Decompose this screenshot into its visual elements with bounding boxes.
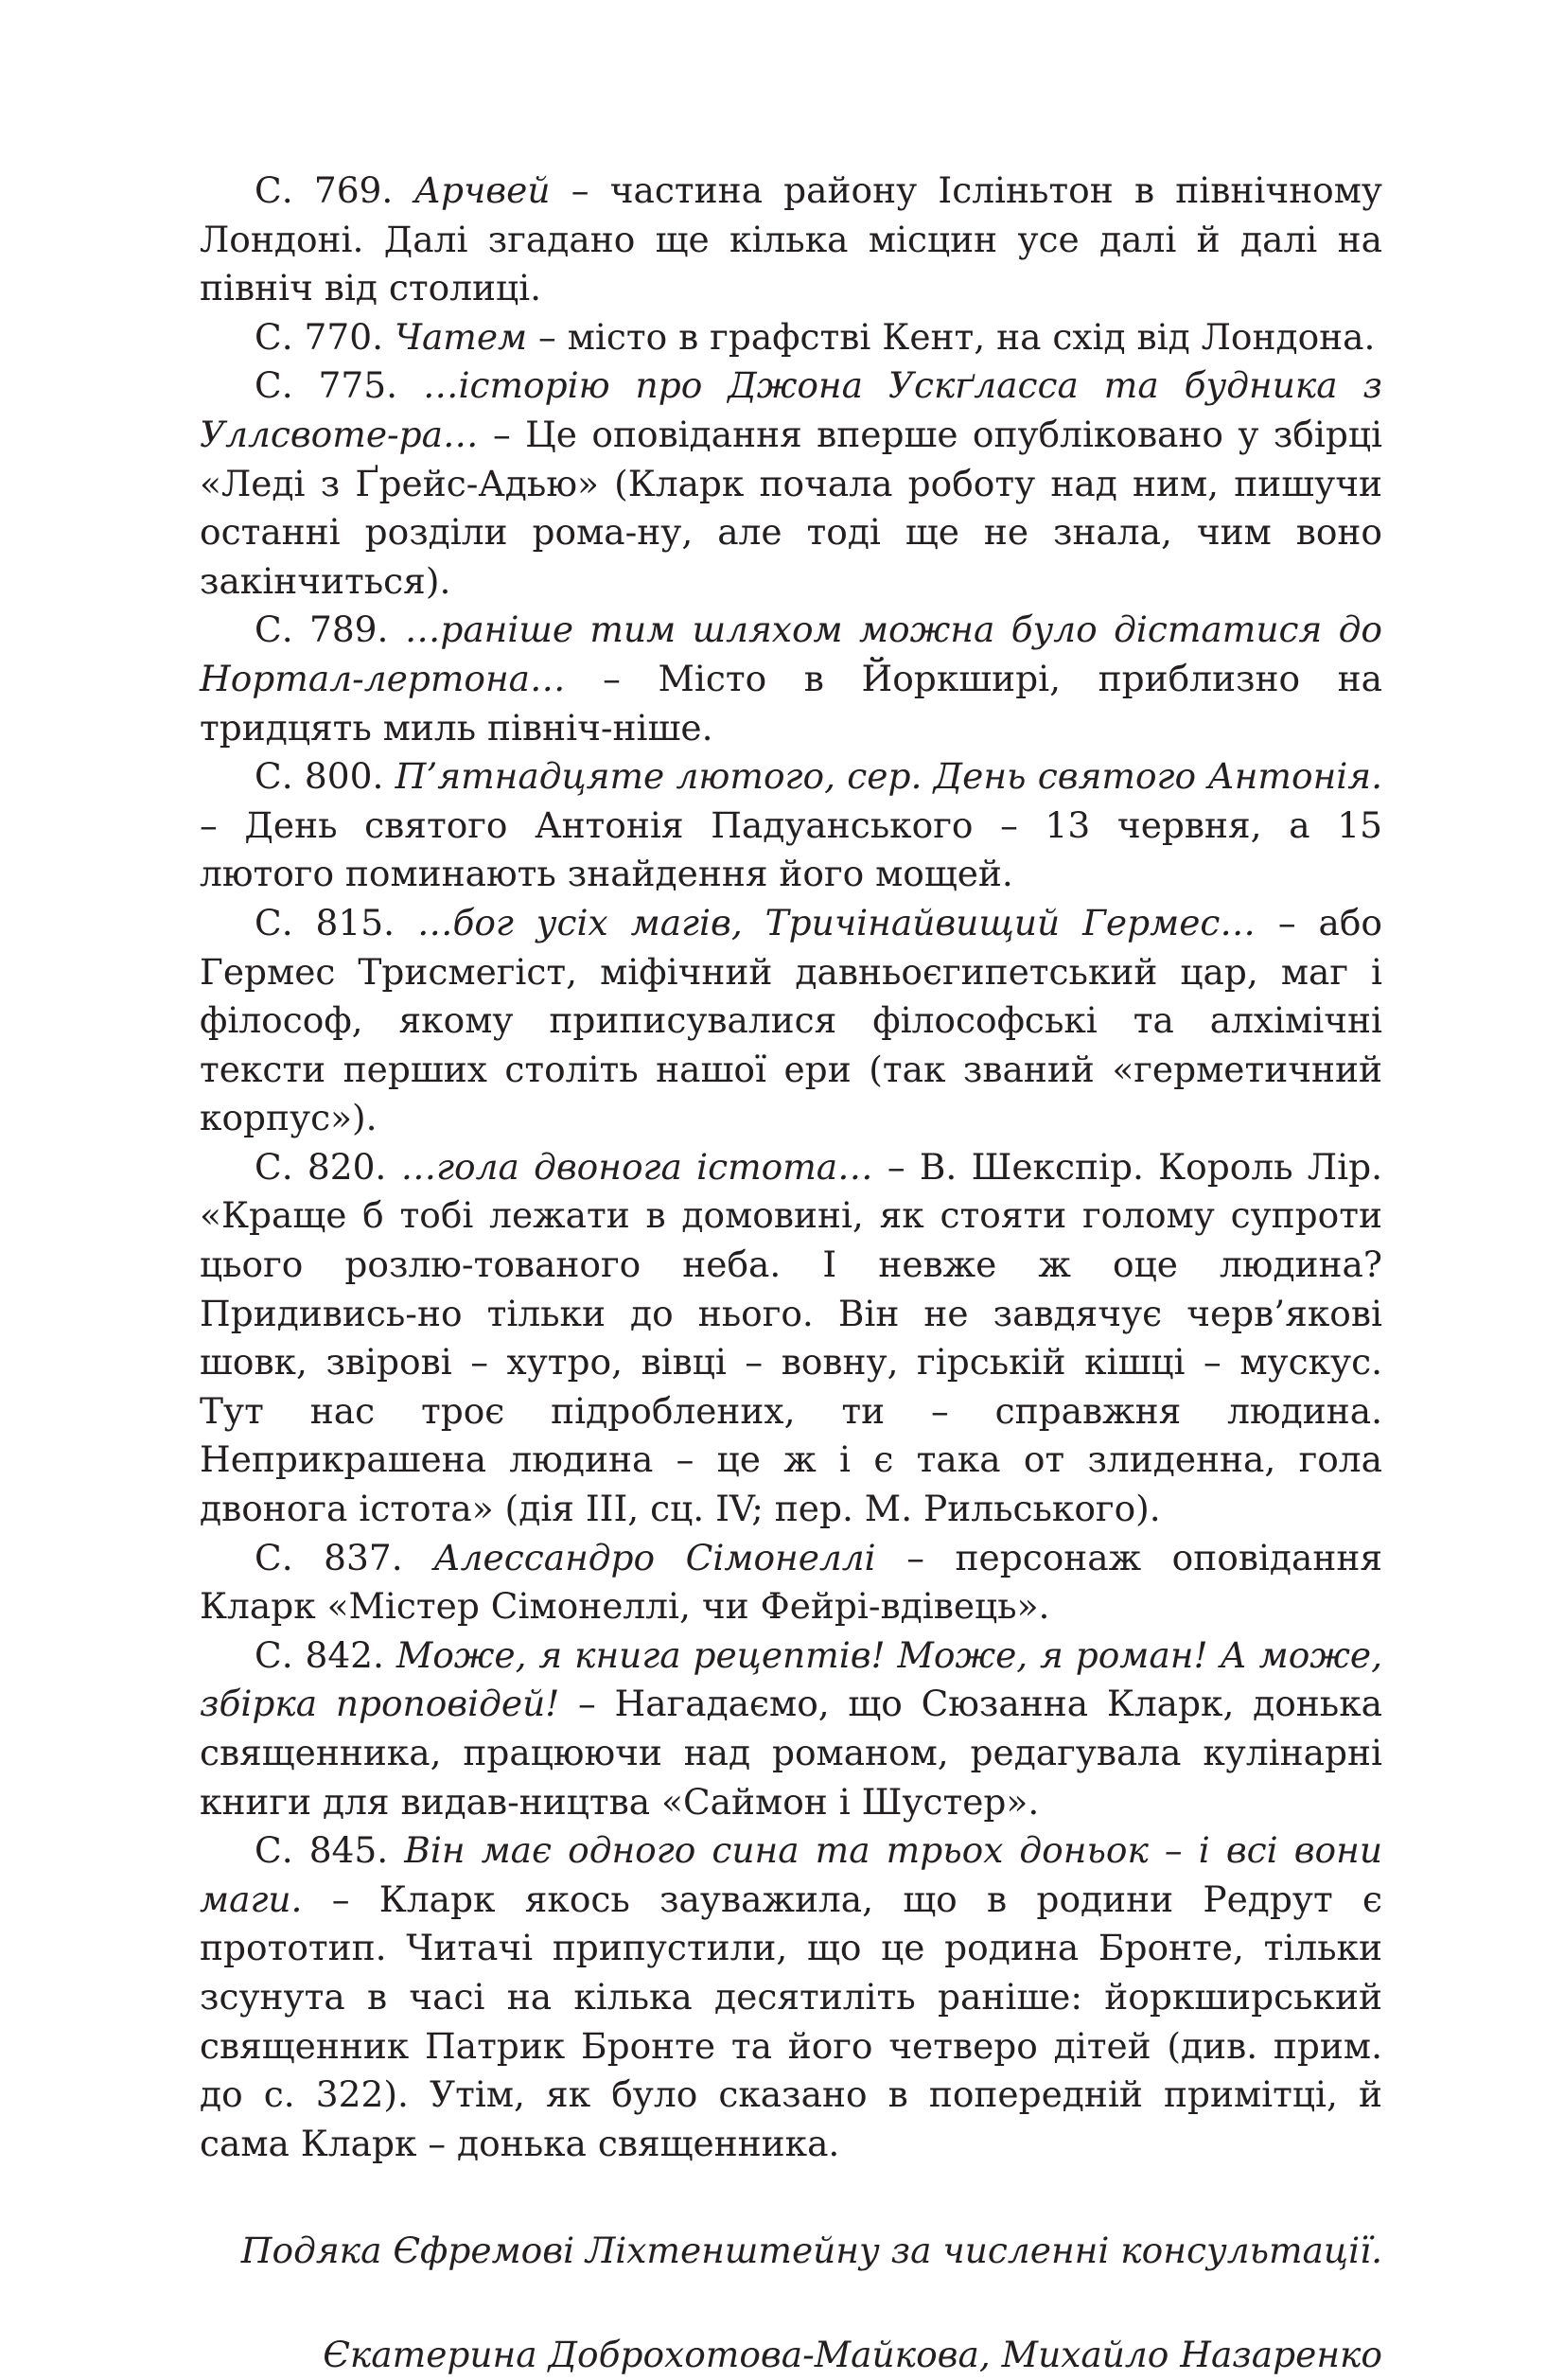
note-845 (200, 1826, 1382, 2168)
note-ref: С. 842. (255, 1633, 384, 1676)
notes-list (200, 167, 1382, 2168)
note-quote: Він має одного сина та трьох доньок – і всі вони маги. (200, 1829, 1382, 1920)
note-820 (200, 1143, 1382, 1534)
note-quote: …історію про Джона Ускґласса та будника з Уллсвоте-ра… (200, 364, 1383, 455)
note-text: – Кларк якось зауважила, що в родини Редрут є прототип. Читачі припустили, що це родина Бронте, тільки зсунута в часі на кілька десятиліть раніше: йоркширський священник Патрик Бронте та його четверо дітей (див. прим. до с. 322). Утім, як було сказано в попередній примітці, й сама Кларк – донька священника. (200, 1878, 1382, 2164)
note-789 (200, 606, 1382, 752)
note-ref: С. 775. (255, 364, 398, 407)
note-ref: С. 769. (255, 169, 394, 211)
note-815 (200, 899, 1382, 1143)
note-text: – частина району Ісліньтон в північному Лондоні. Далі згадано ще кілька місцин усе далі й далі на північ від столиці. (200, 169, 1382, 309)
note-quote: …раніше тим шляхом можна було дістатися до Нортал-лертона… (200, 608, 1383, 699)
note-text: – День святого Антонія Падуанського – 13 червня, а 15 лютого поминають знайдення його мощей. (200, 803, 1382, 895)
note-text: – Нагадаємо, що Сюзанна Кларк, донька священника, працюючи над романом, редагувала кулінарні книги для видав-ництва «Саймон і Шустер». (200, 1683, 1382, 1823)
note-text: – Місто в Йоркширі, приблизно на тридцять миль північ-ніше. (200, 657, 1382, 749)
note-ref: С. 815. (255, 901, 395, 943)
page-body (200, 167, 1382, 2380)
note-ref: С. 770. (255, 315, 384, 358)
note-quote: Може, я книга рецептів! Може, я роман! А може, збірка проповідей! (200, 1633, 1383, 1725)
note-text: – або Гермес Трисмегіст, міфічний давньоєгипетський цар, маг і філософ, якому приписувалися філософські та алхімічні тексти перших століть нашої ери (так званий «герметичний корпус»). (200, 901, 1382, 1139)
acknowledgement: Подяка Єфремові Ліхтенштейну за численні консультації. (240, 2230, 1382, 2272)
note-842 (200, 1631, 1382, 1826)
note-775 (200, 361, 1382, 606)
note-text: – Це оповідання вперше опубліковано у збірці «Леді з Ґрейс-Адью» (Кларк почала роботу над ним, пишучи останні розділи рома-ну, але тоді ще не знала, чим воно закінчиться). (200, 413, 1382, 602)
note-ref: С. 800. (255, 755, 384, 798)
note-769 (200, 167, 1382, 313)
note-800 (200, 752, 1382, 899)
note-text: – В. Шекспір. Король Лір. «Краще б тобі лежати в домовині, як стояти голому супроти цього розлю-тованого неба. І невже ж оце людина? Придивись-но тільки до нього. Він не завдячує черв’якові шовк, звірові – хутро, вівці – вовну, гірській кішці – мускус. Тут нас троє підроблених, ти – справжня людина. Неприкрашена людина – це ж і є така от злиденна, гола двонога істота» (дія ІІІ, сц. IV; пер. М. Рильського). (200, 1145, 1383, 1530)
note-837 (200, 1534, 1382, 1631)
note-quote: Арчвей (413, 169, 551, 211)
note-text: – персонаж оповідання Кларк «Містер Сімонеллі, чи Фейрі-вдівець». (200, 1536, 1383, 1628)
note-quote: Алессандро Сімонеллі (433, 1536, 876, 1578)
note-770 (200, 313, 1382, 362)
note-ref: С. 845. (255, 1829, 389, 1872)
note-quote: П’ятнадцяте лютого, сер. День святого Антонія. (395, 755, 1383, 798)
note-quote: …гола двонога істота… (400, 1145, 873, 1188)
note-quote: Чатем (394, 315, 528, 358)
note-ref: С. 837. (255, 1536, 403, 1578)
signature: Єкатерина Доброхотова-Майкова, Михайло Назаренко (323, 2333, 1382, 2375)
note-ref: С. 820. (255, 1145, 387, 1188)
note-ref: С. 789. (255, 608, 389, 651)
note-quote: …бог усіх магів, Тричінайвищий Гермес… (416, 901, 1256, 943)
note-text: – місто в графстві Кент, на схід від Лондона. (527, 315, 1376, 358)
